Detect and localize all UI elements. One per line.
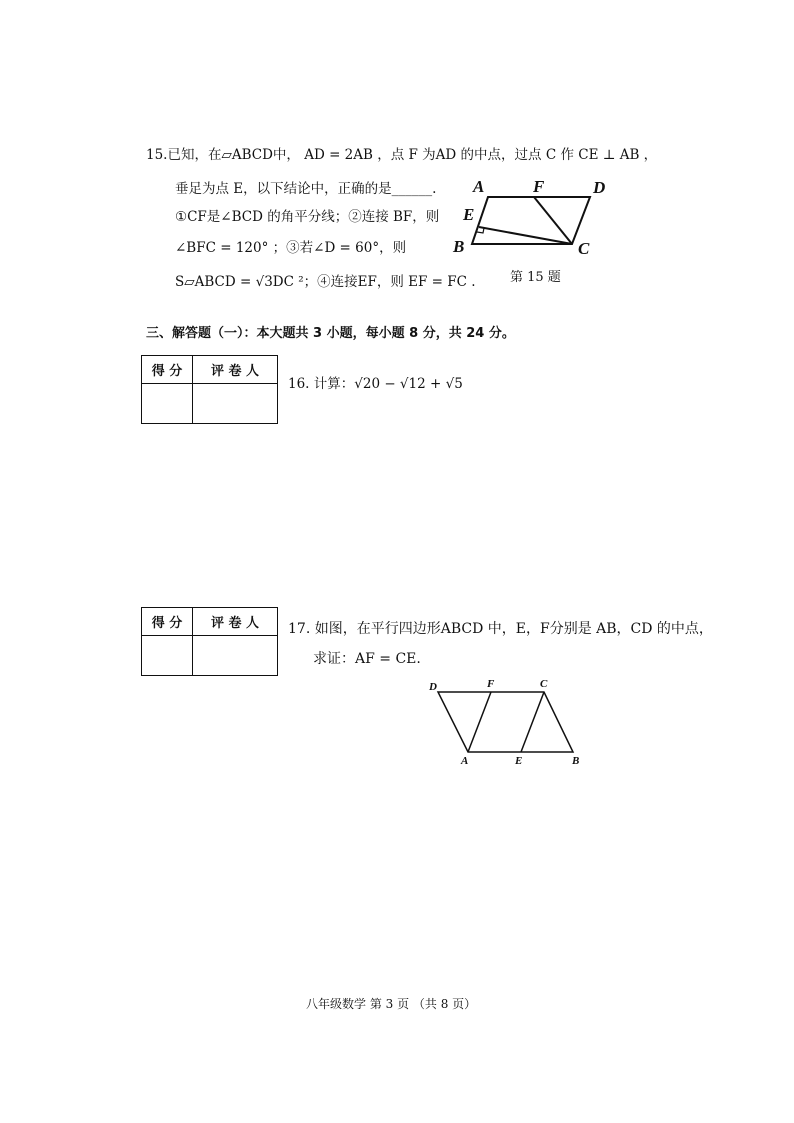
label-e: E xyxy=(463,205,475,224)
q17-figure xyxy=(425,676,590,768)
label-f: F xyxy=(533,177,545,196)
q15-line1: 15.已知，在▱ABCD中， AD = 2AB ，点 F 为AD 的中点，过点 C 作 CE ⊥ AB ， xyxy=(146,147,658,163)
segment-ec xyxy=(479,227,572,244)
score-box-q17 xyxy=(141,607,278,676)
grader-cell[interactable] xyxy=(193,636,278,676)
label-c: C xyxy=(578,239,590,258)
label-d: D xyxy=(429,681,437,693)
label-a: A xyxy=(473,177,485,196)
score-box-q16 xyxy=(141,355,278,424)
grader-header: 评 卷 人 xyxy=(193,356,278,384)
section3-heading: 三、解答题（一）：本大题共 3 小题，每小题 8 分，共 24 分。 xyxy=(146,326,515,341)
score-cell[interactable] xyxy=(142,384,193,424)
q16-text: 16. 计算：√20 − √12 + √5 xyxy=(288,376,463,392)
score-header: 得 分 xyxy=(142,356,193,384)
q15-figure xyxy=(448,172,618,260)
q15-figure-caption: 第 15 题 xyxy=(510,270,561,285)
grader-header: 评 卷 人 xyxy=(193,608,278,636)
q17-line1: 17. 如图，在平行四边形ABCD 中，E，F分别是 AB，CD 的中点， xyxy=(288,621,713,637)
q15-line2: 垂足为点 E，以下结论中，正确的是______. xyxy=(175,181,437,197)
q17-line2: 求证：AF = CE. xyxy=(313,651,421,667)
parallelogram-abcd xyxy=(438,692,573,752)
label-d: D xyxy=(593,178,606,197)
label-b: B xyxy=(453,237,465,256)
label-b: B xyxy=(572,755,580,767)
segment-fc xyxy=(534,197,572,244)
page-footer: 八年级数学 第 3 页 （共 8 页） xyxy=(306,997,477,1011)
q15-line4: ∠BFC = 120° ；③若∠D = 60°，则 xyxy=(175,240,407,256)
segment-ce xyxy=(521,692,544,752)
grader-cell[interactable] xyxy=(193,384,278,424)
q15-line5: S▱ABCD = √3DC ²；④连接EF，则 EF = FC . xyxy=(175,274,476,290)
q15-line3: ①CF是∠BCD 的角平分线；②连接 BF，则 xyxy=(175,209,440,225)
label-f: F xyxy=(487,678,495,690)
segment-af xyxy=(468,692,491,752)
score-header: 得 分 xyxy=(142,608,193,636)
label-e: E xyxy=(515,755,523,767)
score-cell[interactable] xyxy=(142,636,193,676)
label-a: A xyxy=(461,755,469,767)
label-c: C xyxy=(540,678,548,690)
